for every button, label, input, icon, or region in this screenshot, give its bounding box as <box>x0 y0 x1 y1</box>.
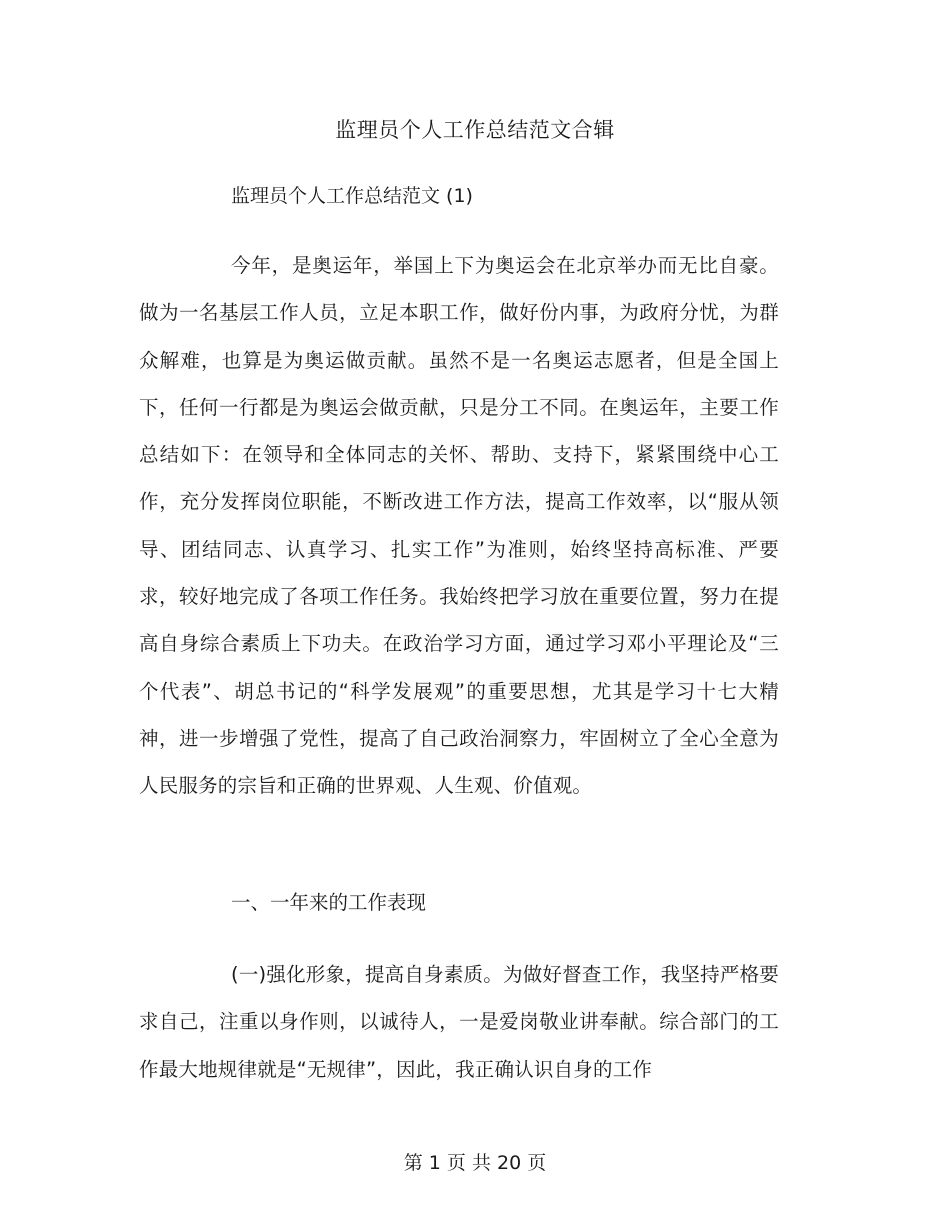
section-heading: 一、一年来的工作表现 <box>231 891 427 914</box>
body-paragraph: 今年，是奥运年，举国上下为奥运会在北京举办而无比自豪。做为一名基层工作人员，立足本职工作，做好份内事，为政府分忧，为群众解难，也算是为奥运做贡献。虽然不是一名奥运志愿者，但是全国上下，任何一行都是为奥运会做贡献，只是分工不同。在奥运年，主要工作总结如下：在领导和全体同志的关怀、帮助、支持下，紧紧围绕中心工作，充分发挥岗位职能，不断改进工作方法，提高工作效率，以“服从领导、团结同志、认真学习、扎实工作”为准则，始终坚持高标准、严要求，较好地完成了各项工作任务。我始终把学习放在重要位置，努力在提高自身综合素质上下功夫。在政治学习方面，通过学习邓小平理论及“三个代表”、胡总书记的“科学发展观”的重要思想，尤其是学习十七大精神，进一步增强了党性，提高了自己政治洞察力，牢固树立了全心全意为人民服务的宗旨和正确的世界观、人生观、价值观。 <box>139 254 779 798</box>
body-paragraph: (一)强化形象，提高自身素质。为做好督查工作，我坚持严格要求自己，注重以身作则，以诚待人，一是爱岗敬业讲奉献。综合部门的工作最大地规律就是“无规律”，因此，我正确认识自身的工作 <box>139 963 780 1081</box>
document-subtitle: 监理员个人工作总结范文 (1) <box>231 185 473 207</box>
page-number-footer: 第 1 页 共 20 页 <box>403 1152 547 1174</box>
document-title: 监理员个人工作总结范文合辑 <box>335 118 615 142</box>
